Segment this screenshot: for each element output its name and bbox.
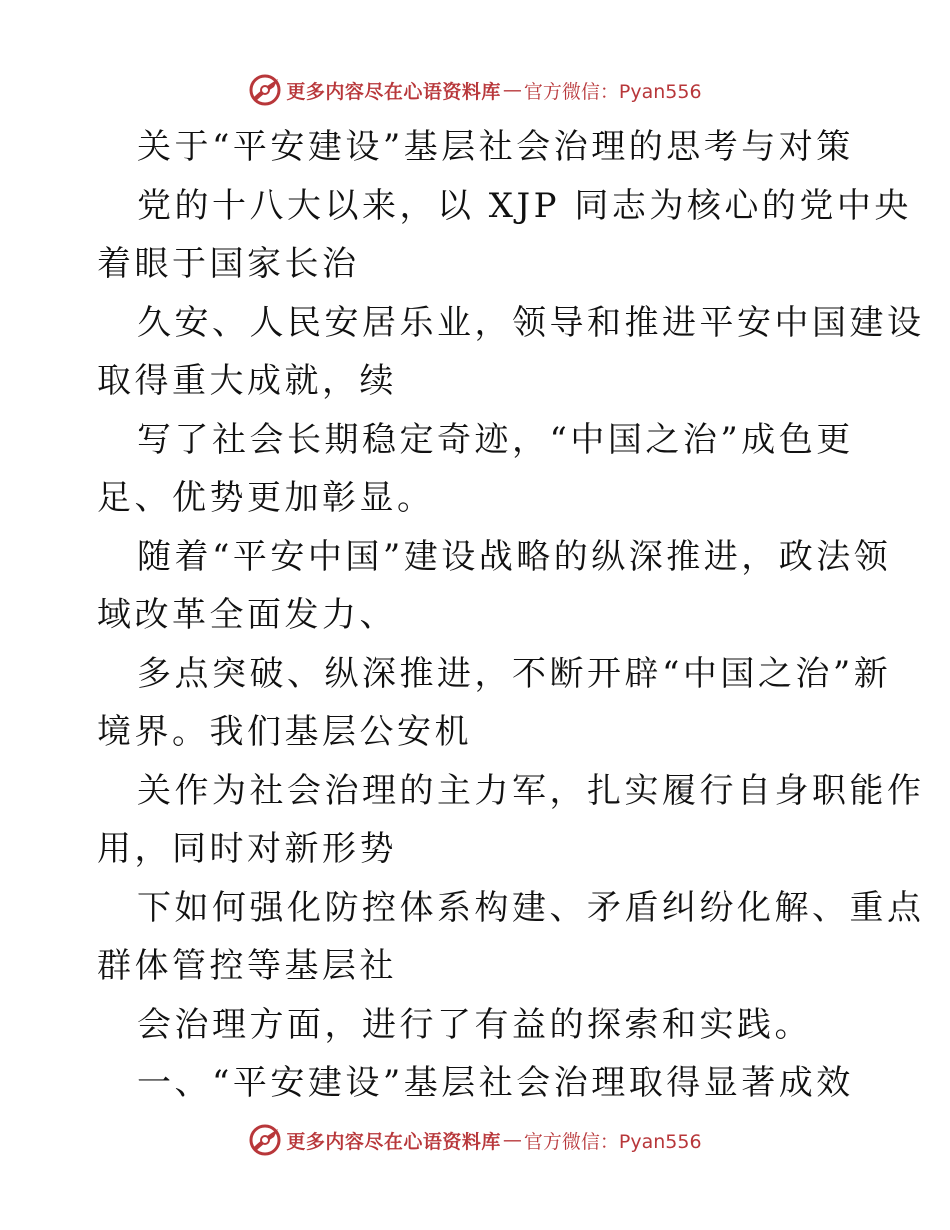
document-line: 取得重大成就，续 — [97, 361, 397, 401]
banner-separator: — — [502, 79, 522, 101]
document-line: 一、“平安建设”基层社会治理取得显著成效 — [137, 1063, 854, 1103]
document-line: 用，同时对新形势 — [97, 829, 397, 869]
document-line: 足、优势更加彰显。 — [97, 478, 435, 518]
document-line: 关作为社会治理的主力军，扎实履行自身职能作 — [137, 770, 925, 811]
document-line: 多点突破、纵深推进，不断开辟“中国之治”新 — [137, 653, 892, 694]
quill-ribbon-logo-icon — [248, 1123, 282, 1157]
banner-text: 更多内容尽在心语资料库 — [286, 80, 501, 103]
quill-ribbon-logo-icon — [248, 73, 282, 107]
document-line: 久安、人民安居乐业，领导和推进平安中国建设 — [137, 302, 925, 343]
document-line: 随着“平安中国”建设战略的纵深推进，政法领 — [137, 536, 892, 577]
banner-contact: 官方微信：Pyan556 — [523, 80, 702, 103]
footer-banner — [0, 1120, 950, 1160]
document-line: 关于“平安建设”基层社会治理的思考与对策 — [137, 127, 854, 167]
document-line: 写了社会长期稳定奇迹，“中国之治”成色更 — [137, 419, 854, 460]
document-line: 会治理方面，进行了有益的探索和实践。 — [137, 1004, 812, 1045]
banner-separator: — — [502, 1129, 522, 1151]
banner-contact: 官方微信：Pyan556 — [523, 1130, 702, 1153]
document-line: 域改革全面发力、 — [97, 595, 397, 635]
document-line: 着眼于国家长治 — [97, 244, 360, 284]
header-banner — [0, 70, 950, 110]
document-line: 党的十八大以来，以 XJP 同志为核心的党中央 — [137, 185, 912, 226]
banner-text: 更多内容尽在心语资料库 — [286, 1130, 501, 1153]
document-body — [97, 118, 925, 1113]
document-line: 境界。我们基层公安机 — [97, 712, 472, 752]
document-line: 群体管控等基层社 — [97, 946, 397, 986]
document-line: 下如何强化防控体系构建、矛盾纠纷化解、重点 — [137, 887, 925, 928]
